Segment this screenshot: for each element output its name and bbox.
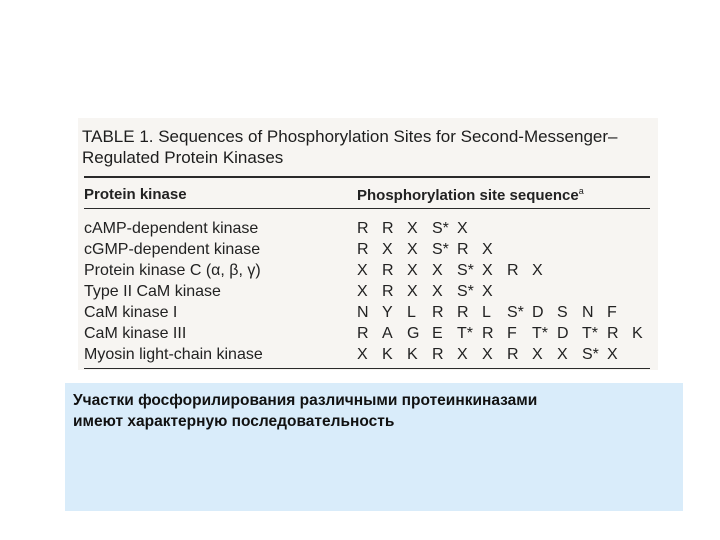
sequence-residue: S* (457, 262, 474, 279)
sequence-residue: L (407, 304, 416, 321)
table-title-line-2: Regulated Protein Kinases (82, 148, 284, 167)
caption-box (65, 383, 683, 511)
table-top-rule (84, 176, 650, 178)
caption-line-1: Участки фосфорилирования различными протеинкиназами (73, 392, 538, 409)
sequence-residue: X (432, 283, 443, 300)
sequence-residue: K (407, 346, 418, 363)
caption-line-2: имеют характерную последовательность (73, 413, 395, 430)
sequence-residue: D (557, 325, 569, 342)
table-row (84, 260, 664, 281)
table-row (84, 239, 664, 260)
sequence-residue: K (632, 325, 643, 342)
sequence-residue: S* (432, 241, 449, 258)
table-bottom-rule (84, 368, 650, 369)
sequence-residue: N (357, 304, 369, 321)
sequence-residue: R (382, 220, 394, 237)
sequence-residue: X (532, 346, 543, 363)
sequence-residue: R (357, 325, 369, 342)
caption-text (73, 390, 673, 432)
sequence-residue: X (532, 262, 543, 279)
table-title-line-1: TABLE 1. Sequences of Phosphorylation Sites for Second-Messenger– (82, 127, 618, 146)
sequence-residue: R (432, 346, 444, 363)
sequence-residue: X (382, 241, 393, 258)
sequence-residue: X (482, 262, 493, 279)
sequence-residue: X (432, 262, 443, 279)
sequence-residue: X (557, 346, 568, 363)
column-header-protein-kinase: Protein kinase (84, 186, 187, 203)
sequence-residue: A (382, 325, 393, 342)
sequence-residue: G (407, 325, 420, 342)
sequence-residue: X (357, 283, 368, 300)
sequence-residue: K (382, 346, 393, 363)
sequence-residue: D (532, 304, 544, 321)
sequence-residue: R (507, 262, 519, 279)
kinase-name: Myosin light-chain kinase (84, 346, 263, 363)
sequence-residue: R (607, 325, 619, 342)
sequence-residue: X (482, 283, 493, 300)
sequence-residue: R (457, 241, 469, 258)
table-title (82, 126, 662, 168)
sequence-residue: R (382, 262, 394, 279)
sequence-residue: R (357, 241, 369, 258)
sequence-residue: R (482, 325, 494, 342)
table-body (84, 218, 664, 365)
sequence-residue: X (457, 346, 468, 363)
kinase-name: cAMP-dependent kinase (84, 220, 259, 237)
column-header-sequence (357, 186, 584, 204)
sequence-residue: S* (432, 220, 449, 237)
sequence-residue: R (432, 304, 444, 321)
column-header-sequence-label: Phosphorylation site sequence (357, 187, 579, 204)
sequence-residue: R (357, 220, 369, 237)
table-row (84, 302, 664, 323)
kinase-name: Protein kinase C (α, β, γ) (84, 262, 261, 279)
sequence-residue: X (357, 346, 368, 363)
sequence-residue: R (507, 346, 519, 363)
sequence-residue: T* (532, 325, 548, 342)
sequence-residue: S* (507, 304, 524, 321)
table-row (84, 323, 664, 344)
sequence-residue: R (457, 304, 469, 321)
kinase-name: Type II CaM kinase (84, 283, 221, 300)
sequence-residue: X (357, 262, 368, 279)
sequence-residue: S* (582, 346, 599, 363)
sequence-residue: F (607, 304, 617, 321)
sequence-residue: X (482, 346, 493, 363)
sequence-residue: Y (382, 304, 393, 321)
table-header-rule (84, 208, 650, 209)
kinase-name: CaM kinase III (84, 325, 187, 342)
kinase-name: CaM kinase I (84, 304, 178, 321)
table-row (84, 344, 664, 365)
sequence-residue: X (482, 241, 493, 258)
sequence-residue: X (407, 241, 418, 258)
sequence-residue: R (382, 283, 394, 300)
sequence-residue: E (432, 325, 443, 342)
sequence-residue: X (407, 283, 418, 300)
column-header-footnote-mark: a (578, 186, 584, 196)
table-row (84, 281, 664, 302)
sequence-residue: F (507, 325, 517, 342)
sequence-residue: X (407, 220, 418, 237)
sequence-residue: T* (457, 325, 473, 342)
table-row (84, 218, 664, 239)
sequence-residue: S* (457, 283, 474, 300)
kinase-name: cGMP-dependent kinase (84, 241, 261, 258)
sequence-residue: X (607, 346, 618, 363)
sequence-residue: L (482, 304, 491, 321)
sequence-residue: X (407, 262, 418, 279)
sequence-residue: X (457, 220, 468, 237)
sequence-residue: N (582, 304, 594, 321)
sequence-residue: T* (582, 325, 598, 342)
sequence-residue: S (557, 304, 568, 321)
